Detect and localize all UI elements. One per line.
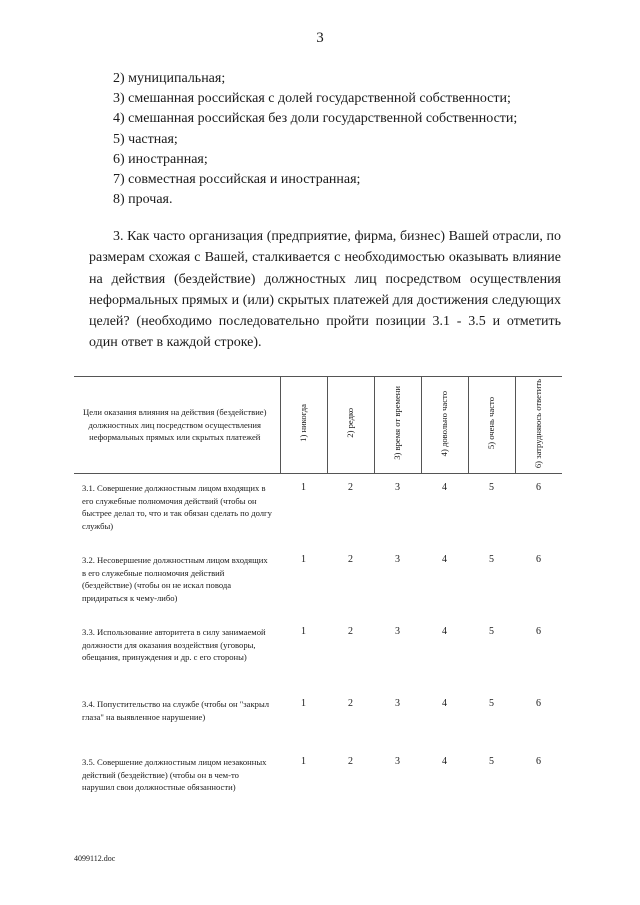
option-item: 5) частная;	[113, 131, 178, 147]
column-header-never	[280, 377, 327, 474]
document-filename: 4099112.doc	[74, 854, 116, 863]
answer-code[interactable]: 5	[489, 482, 494, 493]
answer-code[interactable]: 3	[395, 626, 400, 637]
frequency-table	[74, 376, 562, 820]
answer-code[interactable]: 5	[489, 554, 494, 565]
column-header-label: 1) никогда	[298, 404, 308, 443]
answer-code[interactable]: 4	[442, 756, 447, 767]
answer-code[interactable]: 3	[395, 698, 400, 709]
answer-code[interactable]: 2	[348, 626, 353, 637]
option-item: 2) муниципальная;	[113, 71, 226, 86]
row-label: 3.1. Совершение должностным лицом входящих в его служебные полномочия действий (чтобы он быстрее делал то, что и так обязан сделать по долгу службы)	[82, 483, 272, 531]
answer-code[interactable]: 1	[301, 756, 306, 767]
answer-code[interactable]: 5	[489, 698, 494, 709]
option-item: 7) совместная российская и иностранная;	[113, 172, 361, 188]
table-row	[74, 618, 562, 690]
column-header-label: 5) очень часто	[486, 397, 496, 450]
answer-code[interactable]: 3	[395, 554, 400, 565]
answer-code[interactable]: 6	[536, 626, 541, 637]
answer-code[interactable]: 6	[536, 698, 541, 709]
column-header-label: 2) редко	[345, 408, 355, 439]
table-row	[74, 748, 562, 820]
page-number: 3	[316, 30, 324, 46]
table-row	[74, 546, 562, 618]
goal-column-header: Цели оказания влияния на действия (бездействие) должностных лиц посредством осуществления неформальных прямых или скрытых платежей	[74, 377, 280, 474]
column-header-sometimes	[374, 377, 421, 474]
ownership-options-list	[113, 69, 517, 210]
option-item: 3) смешанная российская с долей государственной собственности;	[113, 91, 511, 107]
column-header-hard-to-say	[515, 377, 562, 474]
option-item: 4) смешанная российская без доли государственной собственности;	[113, 111, 518, 127]
answer-code[interactable]: 1	[301, 698, 306, 709]
answer-code[interactable]: 2	[348, 554, 353, 565]
option-item: 8) прочая.	[113, 192, 173, 208]
column-header-rarely	[327, 377, 374, 474]
column-header-label: 3) время от времени	[392, 386, 402, 461]
option-item: 6) иностранная;	[113, 151, 208, 167]
answer-code[interactable]: 6	[536, 756, 541, 767]
answer-code[interactable]: 2	[348, 698, 353, 709]
row-label: 3.4. Попустительство на службе (чтобы он "закрыл глаза" на выявленное нарушение)	[82, 699, 270, 722]
answer-code[interactable]: 5	[489, 756, 494, 767]
answer-code[interactable]: 4	[442, 698, 447, 709]
column-header-very-often	[468, 377, 515, 474]
answer-code[interactable]: 4	[442, 626, 447, 637]
table-row	[74, 474, 562, 547]
row-label: 3.3. Использование авторитета в силу занимаемой должности для оказания воздействия (уговоры, обещания, принуждения и др. с его стороны)	[82, 627, 266, 662]
answer-code[interactable]: 3	[395, 756, 400, 767]
question-3-text: 3. Как часто организация (предприятие, фирма, бизнес) Вашей отрасли, по размерам схожая с Вашей, сталкивается с необходимостью оказывать влияние на действия (бездействие) должностных лиц посредством осуществления неформальных прямых и (или) скрытых платежей для достижения следующих целей? (необходимо последовательно пройти позиции 3.1 - 3.5 и отметить один ответ в каждой строке).	[89, 229, 561, 351]
answer-code[interactable]: 1	[301, 626, 306, 637]
column-header-label: 4) довольно часто	[439, 390, 449, 456]
answer-code[interactable]: 6	[536, 482, 541, 493]
row-label: 3.2. Несовершение должностным лицом входящих в его служебные полномочия действий (бездействие) (чтобы он не искал повода придираться к чему-либо)	[82, 555, 268, 603]
answer-code[interactable]: 2	[348, 482, 353, 493]
row-label: 3.5. Совершение должностным лицом незаконных действий (бездействие) (чтобы он в чем-то нарушил свои должностные обязанности)	[82, 757, 267, 792]
answer-code[interactable]: 3	[395, 482, 400, 493]
answer-code[interactable]: 6	[536, 554, 541, 565]
answer-code[interactable]: 5	[489, 626, 494, 637]
column-header-label: 6) затрудняюсь ответить	[533, 378, 544, 468]
answer-code[interactable]: 2	[348, 756, 353, 767]
table-row	[74, 690, 562, 748]
table-header-row	[74, 377, 562, 474]
answer-code[interactable]: 1	[301, 482, 306, 493]
answer-code[interactable]: 4	[442, 554, 447, 565]
answer-code[interactable]: 4	[442, 482, 447, 493]
answer-code[interactable]: 1	[301, 554, 306, 565]
column-header-fairly-often	[421, 377, 468, 474]
